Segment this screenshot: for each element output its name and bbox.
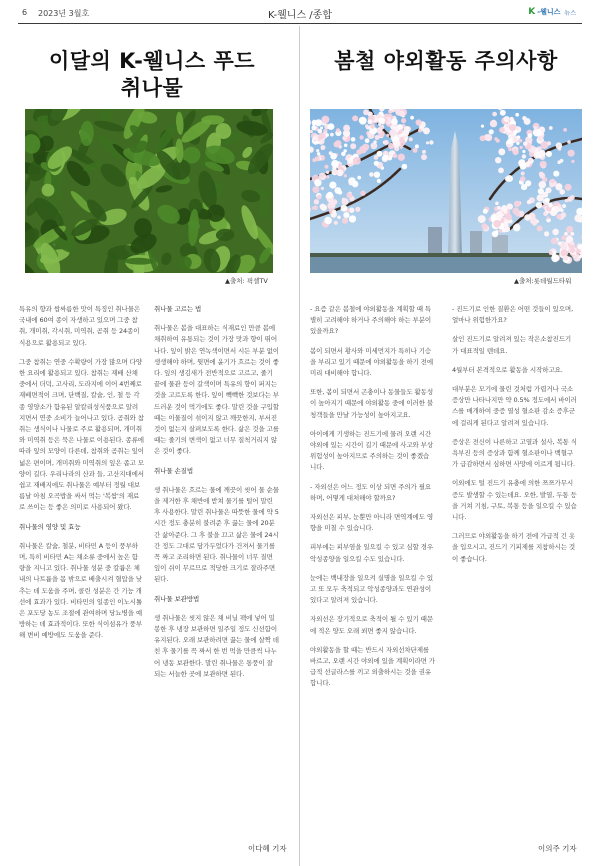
left-text-col1 bbox=[19, 304, 144, 650]
subheading: 취나물 고르는 법 bbox=[154, 305, 202, 313]
paragraph: 특유의 향과 쌉싸름한 맛이 특징인 취나물은 국내에 60여 종이 자생하고 있으며 그중 참취, 개미취, 각시취, 미역취, 곰취 등 24종이 식용으로 활용되고 있다. bbox=[19, 305, 141, 347]
header-rule bbox=[18, 23, 582, 24]
right-headline: 봄철 야외활동 주의사항 bbox=[334, 49, 558, 73]
section-title: K-웰니스 /종합 bbox=[268, 10, 332, 21]
paragraph: 그중 참취는 연중 수확량이 가장 많으며 다양한 요리에 활용되고 있다. 참취는 재배 산채 중에서 더덕, 고사리, 도라지에 이어 4번째로 재배면적이 크며, 단백질, 칼슘, 인, 철 등 각종 영양소가 함유된 알칼리성식품으로 알려지면서 연중 소비가 늘어나고 있다. 곰취와 참취는 생식이나 나물로 주로 활용되며, 개미취와 미역취 등은 묵은 나물로 이용된다. 종류에 따라 잎의 모양이 다른데, 참취와 곰취는 잎이 넓은 편이며, 개미취와 미역취의 잎은 좁고 모양이 길다. 우리나라의 산과 들, 고산지대에서 쉽고 재배지에도 취나물은 예부터 정월 대보름날 아침 오곡밥을 싸서 먹는 '복쌈'의 재료로 쓰이는 등 좋은 의미로 사용되어 왔다. bbox=[19, 357, 144, 512]
paragraph: 살인 진드기로 알려져 있는 작은소참진드기가 대표적일 텐데요. bbox=[452, 335, 572, 355]
lotte-tower-photo bbox=[310, 109, 582, 273]
logo-brand: -웰니스 bbox=[537, 8, 561, 16]
issue-date: 2023년 3월호 bbox=[38, 9, 90, 18]
newspaper-logo bbox=[528, 7, 576, 17]
left-headline-line2: 취나물 bbox=[120, 76, 184, 100]
column-divider bbox=[299, 26, 300, 866]
paragraph: 이외에도 털 진드기 유충에 의한 쯔쯔가무시증도 발생할 수 있는데요. 오한, 발열, 두통 등을 거쳐 기침, 구토, 복통 등을 일으킬 수 있습니다. bbox=[452, 479, 577, 522]
subheading: 취나물 손질법 bbox=[154, 466, 194, 475]
paragraph: 대부분은 모기에 물린 것처럼 가렵거나 국소 증상만 나타나지만 약 0.5% 정도에서 바이러스를 매개하여 중증 열성 혈소판 감소 증후군에 걸리게 된다고 알려져 있습니다. bbox=[452, 385, 577, 427]
paragraph: 취나물은 칼슘, 철분, 비타민 A 등이 풍부하며, 특히 비타민 A는 채소류 중에서 높은 함량을 지니고 있다. 취나물 성분 중 칼륨은 체내의 나트륨을 몸 밖으로 배출시켜 혈압을 낮추는 데 도움을 주며, 콜린 성분은 간 기능 개선에 효과가 있다. 비타민의 일종인 이노시톨은 포도당 농도 조절에 관여하며 당뇨병을 예방하는 데 효과적이다. 또한 식이섬유가 풍부해 변비 예방에도 도움을 준다. bbox=[19, 541, 143, 640]
left-photo-credit: ▲출처: 픽셀TV bbox=[225, 277, 268, 285]
subheading: 취나물의 영양 및 효능 bbox=[19, 522, 81, 531]
paragraph: 자외선은 장기적으로 축적이 될 수 있기 때문에 적은 양도 오래 쐬면 좋지 않습니다. bbox=[310, 615, 434, 635]
right-text-col2 bbox=[452, 304, 577, 573]
right-photo-credit: ▲출처:롯데월드타워 bbox=[514, 277, 572, 285]
paragraph: 야외활동을 할 때는 반드시 자외선차단제를 바르고, 오랜 시간 야외에 있을 계획이라면 가급적 선글라스를 끼고 외출하시는 것을 권유합니다. bbox=[310, 645, 435, 688]
right-article bbox=[306, 26, 586, 854]
paragraph: 자외선은 피부, 눈뿐만 아니라 면역계에도 영향을 미칠 수 있습니다. bbox=[310, 513, 434, 533]
question: - 자외선은 어느 정도 이상 되면 주의가 필요하며, 어떻게 대처해야 할까요? bbox=[310, 482, 432, 502]
logo-news: 뉴스 bbox=[564, 9, 576, 17]
right-byline: 이의주 기자 bbox=[538, 844, 577, 853]
paragraph: 그러므로 야외활동을 하기 전에 가급적 긴 옷을 입으시고, 진드기 기피제를 지참하시는 것이 좋습니다. bbox=[452, 532, 576, 563]
left-article bbox=[12, 26, 292, 854]
logo-k: K bbox=[528, 7, 536, 17]
page-number: 6 bbox=[22, 8, 28, 17]
left-byline: 이다혜 기자 bbox=[248, 844, 287, 853]
left-headline-line1: 이달의 K-웰니스 푸드 bbox=[48, 49, 256, 73]
left-headline bbox=[12, 48, 292, 102]
subheading: 취나물 보관방법 bbox=[154, 594, 200, 603]
paragraph: 또한, 봄이 되면서 곤충이나 동물들도 활동성이 높아지기 때문에 야외활동 중에 이러한 불청객들을 만날 가능성이 높아지고요. bbox=[310, 388, 434, 419]
chwinamul-photo bbox=[25, 109, 273, 273]
paragraph: 봄이 되면서 황사와 미세먼지가 특히나 기승을 부리고 있기 때문에 야외활동을 하기 전에 미리 대비해야 합니다. bbox=[310, 346, 434, 378]
paragraph: 취나물은 봄을 대표하는 식재료인 만큼 봄에 채취하여 유통되는 것이 가장 맛과 향이 뛰어나다. 잎이 밝은 연녹색이면서 시든 부분 없이 생생해야 하며, 뒷면에 윤기가 흐르는 것이 좋다. 잎의 생김새가 전반적으로 고르고, 줄기 끝에 물관 등이 갈색이며 특유의 향이 퍼지는 것을 고르도록 한다. 잎이 빽빽한 것보다는 부드러운 것이 먹기에도 좋다. 말린 것을 구입할 때는 이물질이 섞이지 않고 깨끗한지, 부서진 것이 없는지 살펴보도록 한다. 삶은 것을 고를 때는 줄기의 변색이 없고 너무 질척거리지 않은 것이 좋다. bbox=[154, 324, 279, 456]
question: - 요즘 같은 봄철에 야외활동을 계획할 때 특별히 고려해야 하거나 주의해야 하는 부분이 있을까요? bbox=[310, 305, 432, 336]
cherry-blossom-image bbox=[310, 109, 582, 273]
paragraph: 피부에는 피부염을 일으킬 수 있고 심할 경우 악성종양을 일으킬 수도 있습니다. bbox=[310, 543, 434, 563]
paragraph: 증상은 전신이 나른하고 고열과 설사, 복통 식욕부진 등의 증상과 함께 혈소판이나 백혈구가 급감하면서 심하면 사망에 이르게 됩니다. bbox=[452, 437, 577, 469]
question: - 진드기로 인한 질환은 어떤 것들이 있으며, 얼마나 위험한가요? bbox=[452, 305, 574, 325]
paragraph: 아이에게 기생하는 진드기에 물려 오랜 시간 야외에 있는 시간이 길기 때문에 사고와 부상 위험성이 높아지므로 주의하는 것이 좋겠습니다. bbox=[310, 429, 434, 472]
paragraph: 눈에는 백내장을 일으켜 실명을 일으킬 수 있고 또 모두 축적되고 악성종양과도 연관성이 있다고 알려져 있습니다. bbox=[310, 573, 434, 605]
left-text-col2 bbox=[154, 304, 279, 688]
right-text-col1 bbox=[310, 304, 435, 698]
paragraph: 생 취나물은 씻지 않은 채 비닐 팩에 넣어 밀봉한 후 냉장 보관하면 일주일 정도 신선함이 유지된다. 오래 보관하려면 끓는 물에 살짝 데친 후 물기를 꼭 짜서 한 번 먹을 만큼씩 나누어 냉동 보관한다. 말린 취나물은 통풍이 잘 되는 서늘한 곳에 보관하면 된다. bbox=[154, 613, 279, 678]
greens-image bbox=[25, 109, 273, 273]
paragraph: 4월부터 본격적으로 활동을 시작하고요. bbox=[452, 365, 563, 374]
page-header bbox=[0, 0, 600, 26]
paragraph: 생 취나물은 흐르는 물에 깨끗이 씻어 물 순물을 제거한 후 채반에 받쳐 물기를 털어 말린 후 사용한다. 말린 취나물은 따뜻한 물에 약 5시간 정도 충분히 불려준 후 끓는 물에 20분간 삶아준다. 그 후 불을 끄고 삶은 물에 24시간 정도 그대로 담가두었다가 건져서 물기를 꼭 짜고 조리하면 된다. 취나물이 너무 질면 잎이 쉬이 무르므로 적당한 크기로 잘라주면 된다. bbox=[154, 485, 279, 584]
